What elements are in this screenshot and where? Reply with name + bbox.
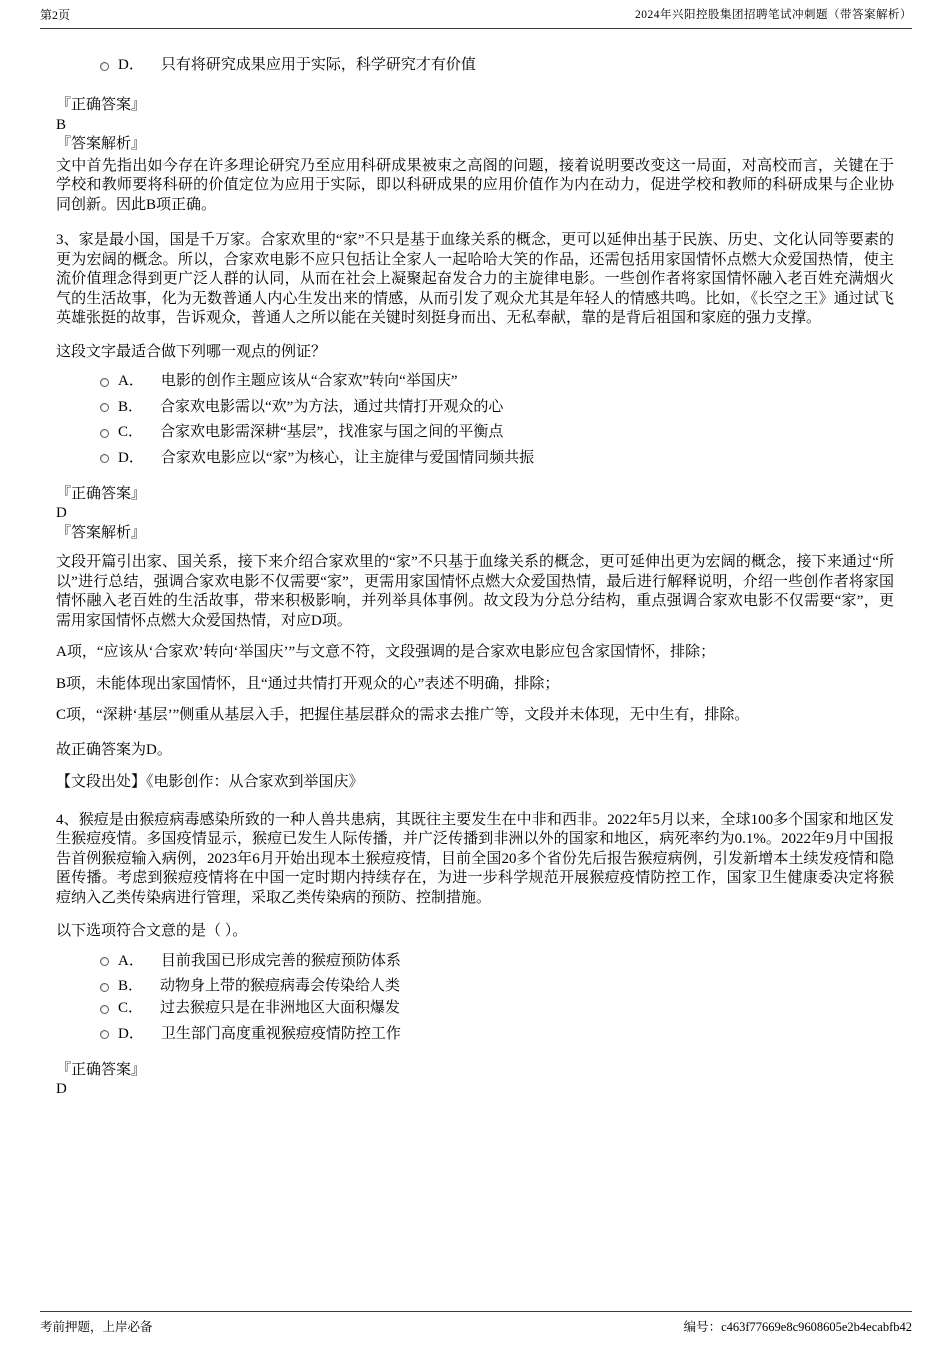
q3-correct-answer-label: 『正确答案』 [56,485,147,502]
q2-correct-answer-value: B [56,116,67,133]
q3-analysis-label: 『答案解析』 [56,524,147,541]
q3-stem-paragraph: 3、家是最小国，国是千万家。合家欢里的“家”不只是基于血缘关系的概念，更可以延伸出基于民族、历史、文化认同等要素的更为宏阔的概念。所以，合家欢电影不应只包括让全家人一起哈哈大笑的作品，还需包括用家国情怀点燃大众爱国热情，使主流价值理念得到更广泛人群的认同，从而在社会上凝聚起奋发合力的主旋律电影。一些创作者将家国情怀融入老百姓充满烟火气的生活故事，化为无数普通人内心生发出来的情感，从而引发了观众尤其是年轻人的情感共鸣。比如，《长空之王》通过试飞英雄张挺的故事，告诉观众，普通人之所以能在关键时刻挺身而出、无私奉献，靠的是背后祖国和家庭的强力支撑。 [56,232,894,326]
q3-source-line: 【文段出处】《电影创作：从合家欢到举国庆》 [56,774,364,790]
q4-option-b-row [56,977,894,997]
q4-correct-answer-value: D [56,1081,67,1097]
q4-option-b-text: 动物身上带的猴痘病毒会传染给人类 [160,978,401,995]
radio-q3-option-a-icon[interactable] [100,378,109,387]
q2-analysis-label: 『答案解析』 [56,136,147,152]
q4-option-c-row [56,999,894,1019]
page-footer [40,1311,912,1335]
radio-q2-option-d-icon[interactable] [100,62,109,71]
q3-option-d-row [56,449,894,469]
q3-analysis-c-paragraph: C项，“深耕‘基层’”侧重从基层入手，把握住基层群众的需求去推广等，文段并未体现，无中生有，排除。 [56,707,750,723]
q4-option-a-letter: A． [118,952,144,969]
q3-options [56,372,894,469]
q3-conclusion-line: 故正确答案为D。 [56,741,172,758]
q3-option-d-letter: D． [118,449,144,466]
radio-q4-option-a-icon[interactable] [100,957,109,966]
q3-option-b-text: 合家欢电影需以“欢”为方法，通过共情打开观众的心 [160,398,504,415]
q3-option-c-text: 合家欢电影需深耕“基层”，找准家与国之间的平衡点 [160,424,504,441]
q3-option-b-row [56,398,894,418]
q2-option-d-text: 只有将研究成果应用于实际，科学研究才有价值 [160,57,476,74]
document-body [56,48,894,1100]
q4-options [56,952,894,1045]
q4-option-d-text: 卫生部门高度重视猴痘疫情防控工作 [160,1025,401,1042]
q4-option-d-letter: D． [118,1025,144,1042]
q3-option-d-text: 合家欢电影应以“家”为核心，让主旋律与爱国情同频共振 [160,449,535,466]
q2-option-d-row [56,56,894,76]
q4-option-c-letter: C． [118,1000,144,1017]
q3-question-line: 这段文字最适合做下列哪一观点的例证？ [56,343,327,360]
q2-analysis-paragraph: 文中首先指出如今存在许多理论研究乃至应用科研成果被束之高阁的问题，接着说明要改变这一局面，对高校而言，关键在于学校和教师要将科研的价值定位为应用于实际，即以科研成果的应用价值作为内在动力，促进学校和教师的科研成果与企业协同创新。因此B项正确。 [56,157,894,213]
footer-doc-code: 编号：c463f77669e8c9608605e2b4ecabfb42 [683,1320,912,1334]
q3-analysis-b-paragraph: B项，未能体现出家国情怀，且“通过共情打开观众的心”表述不明确，排除； [56,675,560,692]
q4-stem-paragraph: 4、猴痘是由猴痘病毒感染所致的一种人兽共患病，其既往主要发生在中非和西非。2022年5月以来，全球100多个国家和地区发生猴痘疫情。多国疫情显示，猴痘已发生人际传播，并广泛传播到非洲以外的国家和地区，病死率约为0.1%。2022年9月中国报告首例猴痘输入病例，2023年6月开始出现本土猴痘疫情，目前全国20多个省份先后报告猴痘病例，引发新增本土续发疫情和隐匿传播。考虑到猴痘疫情将在中国一定时期内持续存在，为进一步科学规范开展猴痘疫情防控工作，国家卫生健康委决定将猴痘纳入乙类传染病进行管理，采取乙类传染病的预防、控制措施。 [56,811,894,906]
radio-q4-option-b-icon[interactable] [100,983,109,992]
q4-correct-answer-label: 『正确答案』 [56,1061,147,1078]
radio-q3-option-c-icon[interactable] [100,429,109,438]
q3-option-a-letter: A． [118,373,144,390]
q2-correct-answer-label: 『正确答案』 [56,97,147,113]
q2-option-d-letter: D． [118,57,144,74]
q3-option-a-row [56,372,894,392]
q4-option-a-row [56,952,894,972]
footer-slogan: 考前押题，上岸必备 [40,1320,153,1334]
radio-q3-option-b-icon[interactable] [100,403,109,412]
radio-q4-option-d-icon[interactable] [100,1030,109,1039]
header-doc-title: 2024年兴阳控股集团招聘笔试冲刺题（带答案解析） [635,9,912,21]
q3-analysis-main-paragraph: 文段开篇引出家、国关系，接下来介绍合家欢里的“家”不只基于血缘关系的概念，更可延伸出更为宏阔的概念，接下来通过“所以”进行总结，强调合家欢电影不仅需要“家”，更需用家国情怀点燃大众爱国热情，最后进行解释说明，介绍一些创作者将家国情怀融入老百姓的生活故事，带来积极影响，并列举具体事例。故文段为分总分结构，重点强调合家欢电影不仅需要“家”，更需用家国情怀点燃大众爱国热情，对应D项。 [56,554,894,629]
q3-option-a-text: 电影的创作主题应该从“合家欢”转向“举国庆” [160,373,458,390]
q4-option-a-text: 目前我国已形成完善的猴痘预防体系 [160,952,401,969]
q3-option-c-row [56,423,894,443]
q4-option-c-text: 过去猴痘只是在非洲地区大面积爆发 [160,1000,401,1017]
page-header [40,8,912,29]
q4-question-line: 以下选项符合文意的是（ ）。 [56,923,248,939]
q4-option-d-row [56,1025,894,1045]
q4-option-b-letter: B． [118,978,144,995]
q3-option-b-letter: B． [118,398,144,415]
q3-analysis-a-paragraph: A项，“应该从‘合家欢’转向‘举国庆’”与文意不符，文段强调的是合家欢电影应包含家国情怀，排除； [56,644,716,660]
q3-option-c-letter: C． [118,424,144,441]
header-page-number: 第2页 [40,8,71,22]
radio-q3-option-d-icon[interactable] [100,454,109,463]
q3-correct-answer-value: D [56,505,67,521]
radio-q4-option-c-icon[interactable] [100,1005,109,1014]
